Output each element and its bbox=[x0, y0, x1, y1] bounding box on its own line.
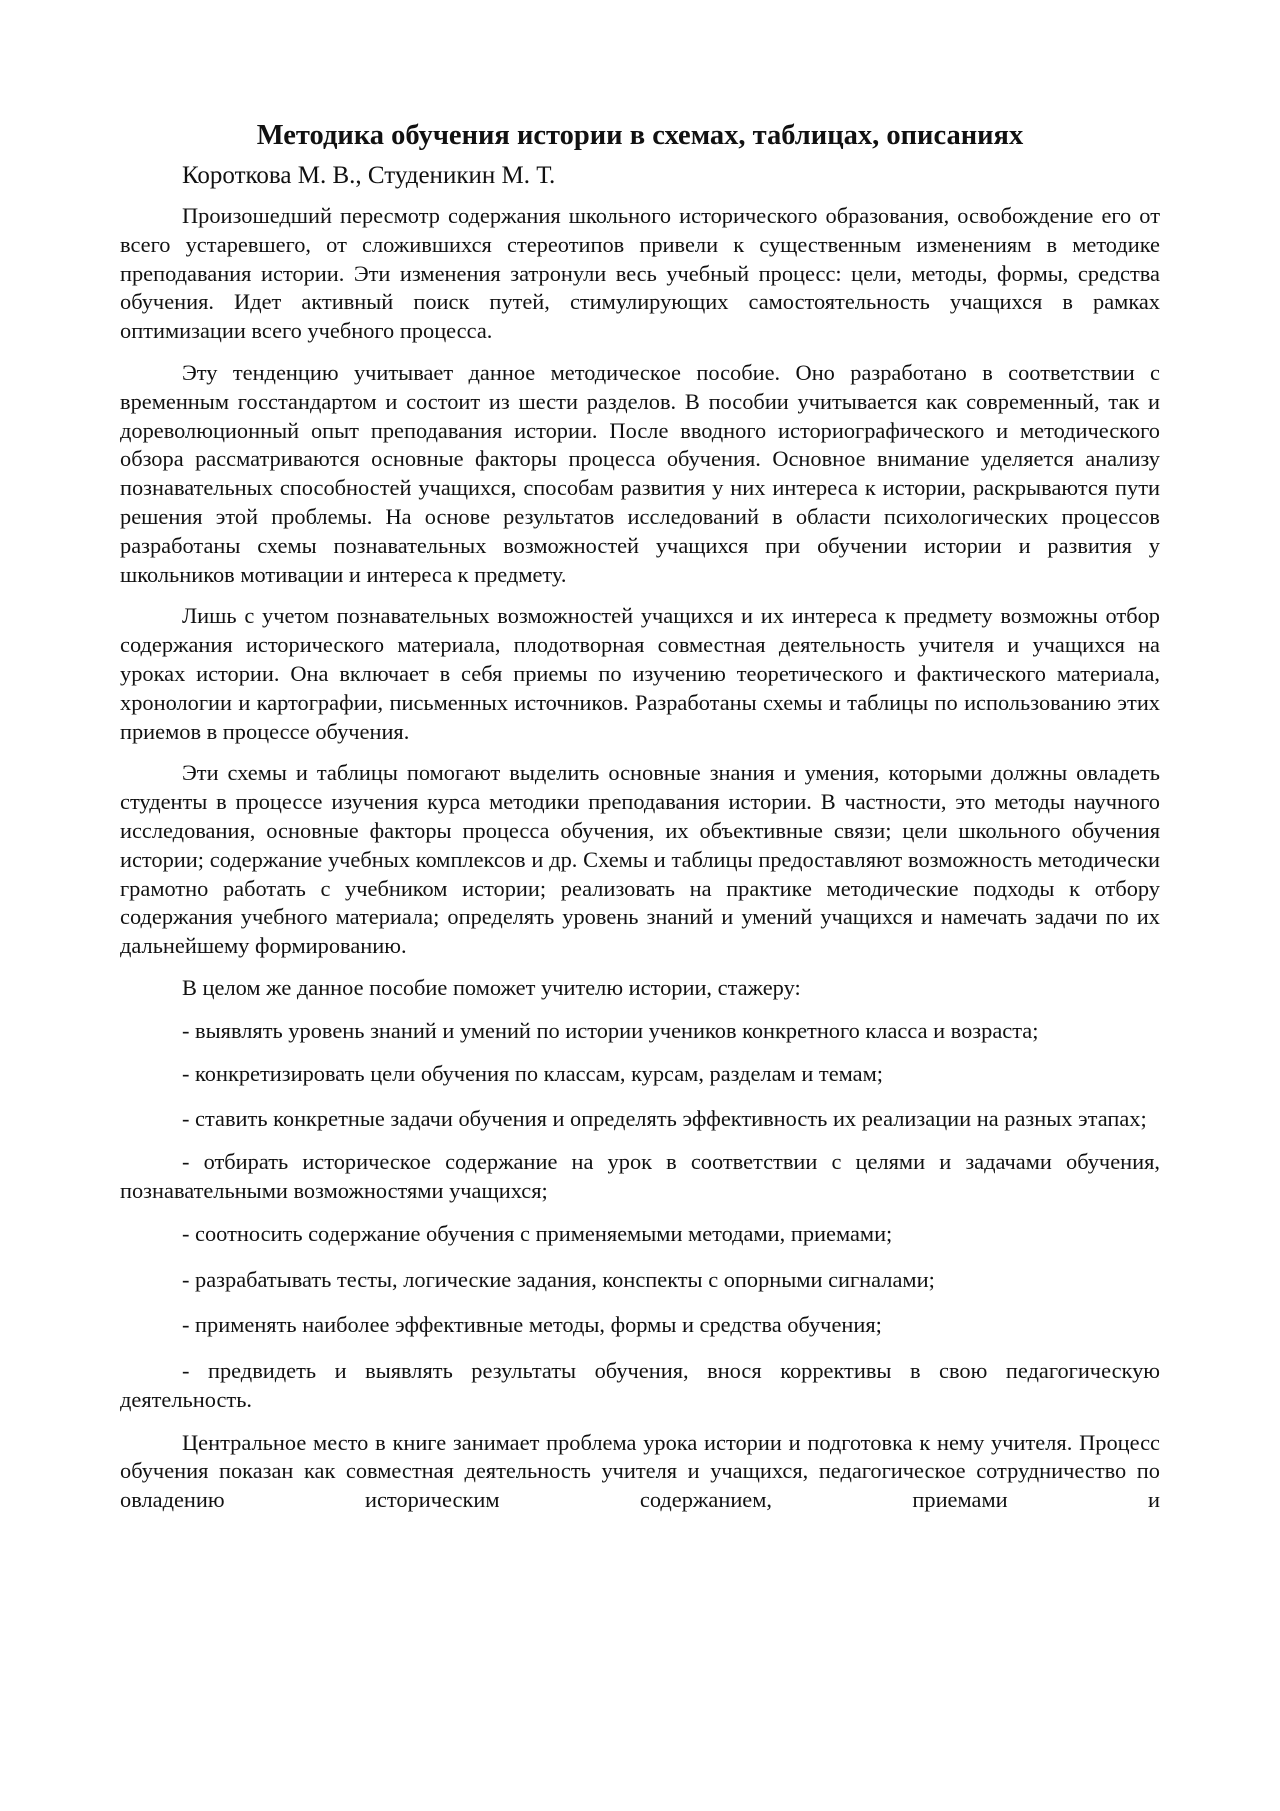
list-item: - применять наиболее эффективные методы, формы и средства обучения; bbox=[182, 1312, 882, 1338]
paragraph-intro-3: Лишь с учетом познавательных возможностей учащихся и их интереса к предмету возможны отбор содержания исторического материала, плодотворная совместная деятельность учителя и учащихся на уроках истории. Она включает в себя приемы по изучению теоретического и фактического материала, хронологии и картографии, письменных источников. Разработаны схемы и таблицы по использованию этих приемов в процессе обучения. bbox=[120, 603, 1160, 744]
paragraph-intro-4: Эти схемы и таблицы помогают выделить основные знания и умения, которыми должны овладеть студенты в процессе изучения курса методики преподавания истории. В частности, это методы научного исследования, основные факторы процесса обучения, их объективные связи; цели школьного обучения истории; содержание учебных комплексов и др. Схемы и таблицы предоставляют возможность методически грамотно работать с учебником истории; реализовать на практике методические подходы к отбору содержания учебного материала; определять уровень знаний и умений учащихся и намечать задачи по их дальнейшему формированию. bbox=[120, 760, 1160, 959]
list-item: - предвидеть и выявлять результаты обучения, внося коррективы в свою педагогическую деятельность. bbox=[120, 1358, 1160, 1412]
document-page bbox=[120, 118, 1160, 1528]
list-item: - отбирать историческое содержание на урок в соответствии с целями и задачами обучения, познавательными возможностями учащихся; bbox=[120, 1149, 1160, 1203]
paragraph-list-lead: В целом же данное пособие поможет учителю истории, стажеру: bbox=[182, 974, 801, 1000]
document-title: Методика обучения истории в схемах, таблицах, описаниях bbox=[256, 120, 1024, 151]
list-item: - ставить конкретные задачи обучения и определять эффективность их реализации на разных этапах; bbox=[182, 1106, 1147, 1132]
list-item: - разрабатывать тесты, логические задания, конспекты с опорными сигналами; bbox=[182, 1266, 935, 1292]
paragraph-intro-1: Произошедший пересмотр содержания школьного исторического образования, освобождение его от всего устаревшего, от сложившихся стереотипов привели к существенным изменениям в методике преподавания истории. Эти изменения затронули весь учебный процесс: цели, методы, формы, средства обучения. Идет активный поиск путей, стимулирующих самостоятельность учащихся в рамках оптимизации всего учебного процесса. bbox=[120, 203, 1160, 344]
paragraph-intro-2: Эту тенденцию учитывает данное методическое пособие. Оно разработано в соответствии с временным госстандартом и состоит из шести разделов. В пособии учитывается как современный, так и дореволюционный опыт преподавания истории. После вводного историографического и методического обзора рассматриваются основные факторы процесса обучения. Основное внимание уделяется анализу познавательных способностей учащихся, способам развития у них интереса к истории, раскрываются пути решения этой проблемы. На основе результатов исследований в области психологических процессов разработаны схемы познавательных возможностей учащихся при обучении истории и развития у школьников мотивации и интереса к предмету. bbox=[120, 359, 1160, 587]
list-item: - конкретизировать цели обучения по классам, курсам, разделам и темам; bbox=[182, 1060, 883, 1086]
list-item: - соотносить содержание обучения с применяемыми методами, приемами; bbox=[182, 1220, 893, 1246]
paragraph-closing: Центральное место в книге занимает проблема урока истории и подготовка к нему учителя. Процесс обучения показан как совместная деятельность учителя и учащихся, педагогическое сотрудничество по овладению историческим содержанием, приемами и bbox=[120, 1429, 1160, 1513]
authors-line: Короткова М. В., Студеникин М. Т. bbox=[182, 162, 556, 189]
list-item: - выявлять уровень знаний и умений по истории учеников конкретного класса и возраста; bbox=[182, 1017, 1039, 1043]
